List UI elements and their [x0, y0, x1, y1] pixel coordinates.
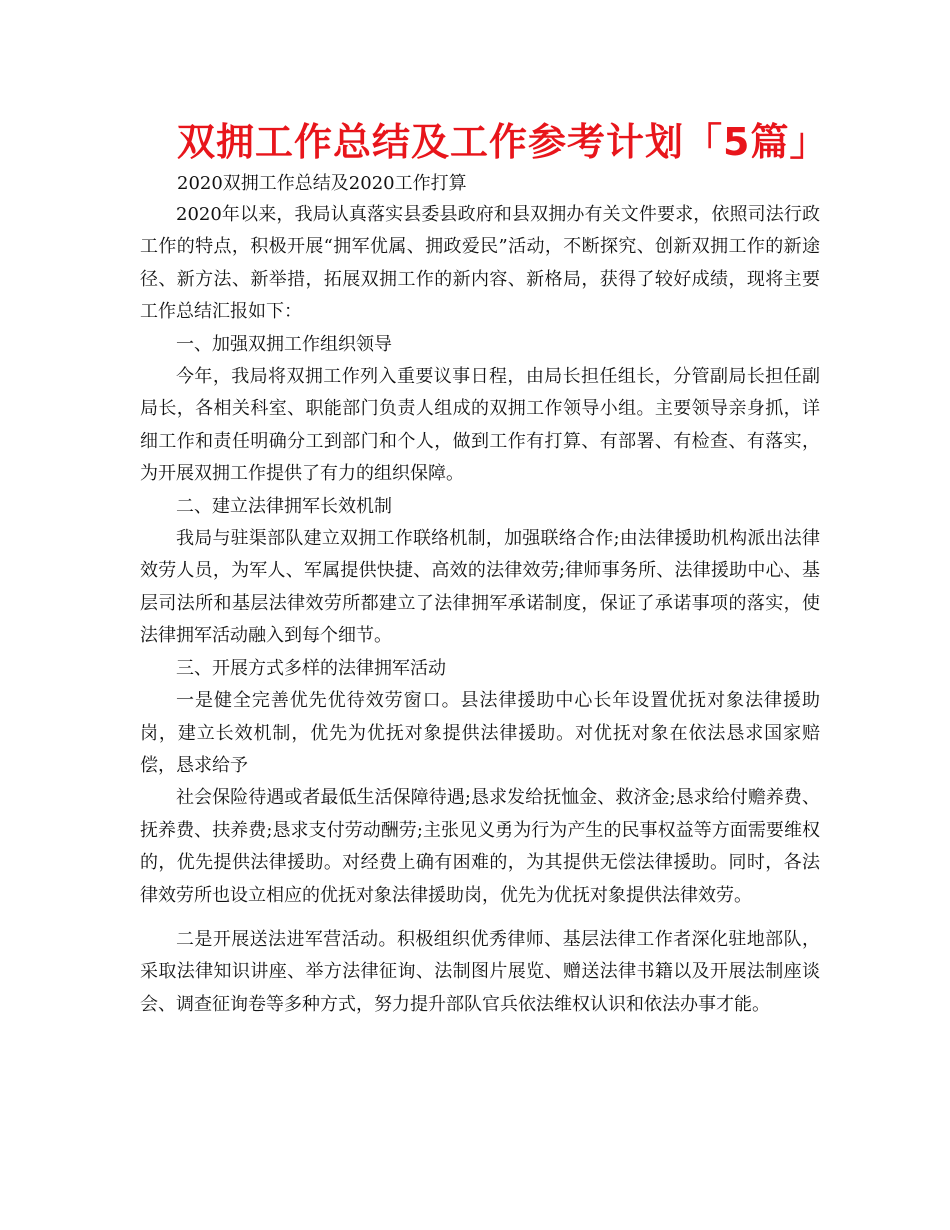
paragraph-section-1: 今年，我局将双拥工作列入重要议事日程，由局长担任组长，分管副局长担任副局长，各相关科室、职能部门负责人组成的双拥工作领导小组。主要领导亲身抓，详细工作和责任明确分工到部门和个人，做到工作有打算、有部署、有检查、有落实，为开展双拥工作提供了有力的组织保障。 [140, 366, 820, 485]
document-body [140, 199, 820, 1021]
paragraph-section-2: 我局与驻渠部队建立双拥工作联络机制，加强联络合作;由法律援助机构派出法律效劳人员，为军人、军属提供快捷、高效的法律效劳;律师事务所、法律援助中心、基层司法所和基层法律效劳所都建立了法律拥军承诺制度，保证了承诺事项的落实，使法律拥军活动融入到每个细节。 [140, 528, 820, 647]
paragraph-item-1: 一是健全完善优先优待效劳窗口。县法律援助中心长年设置优抚对象法律援助岗，建立长效机制，优先为优抚对象提供法律援助。对优抚对象在依法恳求国家赔偿，恳求给予 [140, 690, 820, 776]
section-heading-3: 三、开展方式多样的法律拥军活动 [176, 657, 446, 679]
paragraph-item-2: 二是开展送法进军营活动。积极组织优秀律师、基层法律工作者深化驻地部队，采取法律知识讲座、举方法律征询、法制图片展览、赠送法律书籍以及开展法制座谈会、调查征询卷等多种方式，努力提升部队官兵依法维权认识和依法办事才能。 [140, 928, 820, 1015]
paragraph-item-1-continued: 社会保险待遇或者最低生活保障待遇;恳求发给抚恤金、救济金;恳求给付赡养费、抚养费、扶养费;恳求支付劳动酬劳;主张见义勇为行为产生的民事权益等方面需要维权的，优先提供法律援助。对经费上确有困难的，为其提供无偿法律援助。同时，各法律效劳所也设立相应的优抚对象法律援助岗，优先为优抚对象提供法律效劳。 [140, 787, 820, 906]
document-title: 双拥工作总结及工作参考计划「5篇」 [177, 120, 829, 164]
section-heading-1: 一、加强双拥工作组织领导 [176, 333, 392, 355]
paragraph-intro: 2020年以来，我局认真落实县委县政府和县双拥办有关文件要求，依照司法行政工作的特点，积极开展“拥军优属、拥政爱民”活动，不断探究、创新双拥工作的新途径、新方法、新举措，拓展双拥工作的新内容、新格局，获得了较好成绩，现将主要工作总结汇报如下： [140, 204, 820, 323]
document-subtitle: 2020双拥工作总结及2020工作打算 [177, 173, 467, 194]
section-heading-2: 二、建立法律拥军长效机制 [176, 495, 392, 517]
